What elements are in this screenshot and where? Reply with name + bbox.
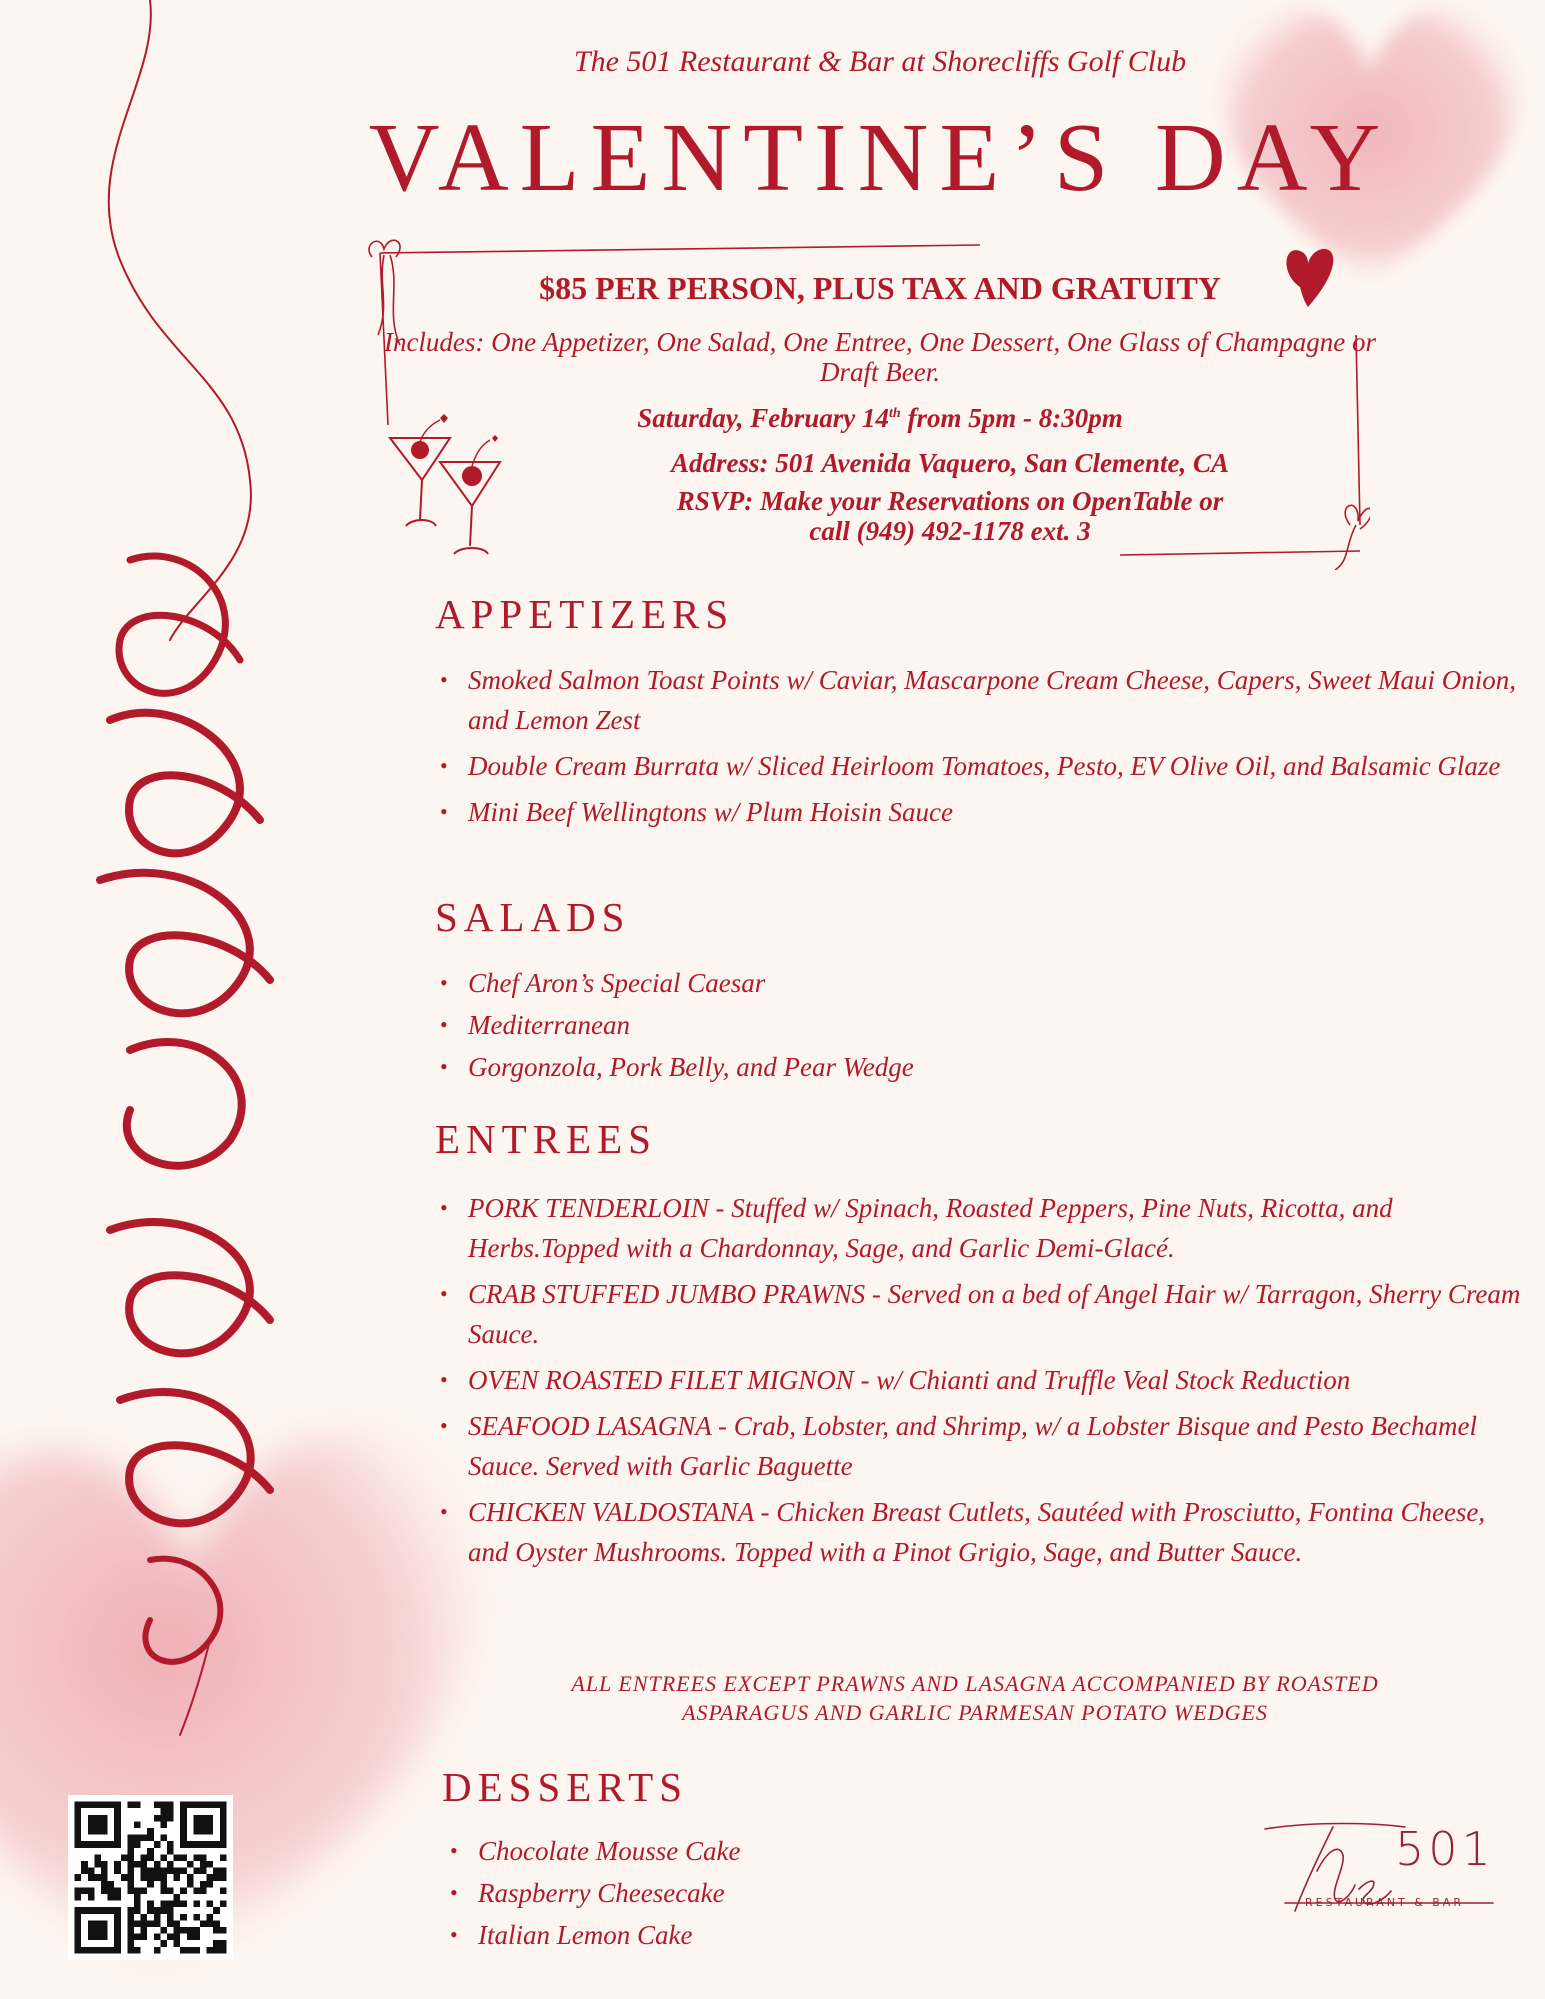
qr-code-icon[interactable] bbox=[68, 1795, 233, 1960]
entree-description: - Served on a bed of Angel Hair w/ Tarragon, Sherry Cream Sauce. bbox=[468, 1279, 1521, 1349]
salad-item: • Mediterranean bbox=[440, 1004, 1525, 1046]
rsvp-line-1: RSVP: Make your Reservations on OpenTable or bbox=[676, 486, 1224, 516]
entree-note-line-1: ALL ENTREES EXCEPT PRAWNS AND LASAGNA ACCOMPANIED BY ROASTED bbox=[571, 1671, 1379, 1696]
salad-item: • Gorgonzola, Pork Belly, and Pear Wedge bbox=[440, 1046, 1525, 1088]
event-date bbox=[380, 403, 1380, 434]
entree-item bbox=[440, 1188, 1525, 1268]
logo-number: 501 bbox=[1395, 1822, 1495, 1876]
dessert-item: • Chocolate Mousse Cake bbox=[450, 1830, 1535, 1872]
entree-name: CRAB STUFFED JUMBO PRAWNS bbox=[468, 1279, 866, 1309]
entree-item bbox=[440, 1360, 1525, 1400]
entree-accompaniment-note bbox=[450, 1670, 1500, 1727]
salad-item: • Chef Aron’s Special Caesar bbox=[440, 962, 1525, 1004]
entree-name: PORK TENDERLOIN bbox=[468, 1193, 709, 1223]
salads-list bbox=[440, 962, 1525, 1088]
rsvp-line bbox=[450, 487, 1450, 546]
venue-name: The 501 Restaurant & Bar at Shorecliffs Golf Club bbox=[573, 45, 1187, 78]
date-time: from 5pm - 8:30pm bbox=[900, 403, 1123, 433]
entree-name: SEAFOOD LASAGNA bbox=[468, 1411, 712, 1441]
entree-description: - w/ Chianti and Truffle Veal Stock Reduction bbox=[853, 1365, 1351, 1395]
entree-description: - Crab, Lobster, and Shrimp, w/ a Lobster Bisque and Pesto Bechamel Sauce. Served with Garlic Baguette bbox=[468, 1411, 1477, 1481]
event-title: VALENTINE’S DAY bbox=[368, 104, 1392, 212]
entree-description: - Chicken Breast Cutlets, Sautéed with Prosciutto, Fontina Cheese, and Oyster Mushrooms. Topped with a Pinot Grigio, Sage, and Butter Sauce. bbox=[468, 1497, 1486, 1567]
date-prefix: Saturday, February 14 bbox=[637, 403, 890, 433]
entree-item bbox=[440, 1406, 1525, 1486]
menu-script-text: menu bbox=[40, 0, 43, 1]
menu-script-lettering bbox=[40, 0, 330, 1740]
appetizers-heading: APPETIZERS bbox=[435, 591, 735, 637]
dessert-item: • Raspberry Cheesecake bbox=[450, 1872, 1535, 1914]
entree-item bbox=[440, 1274, 1525, 1354]
rsvp-line-2: call (949) 492-1178 ext. 3 bbox=[809, 515, 1091, 546]
address-line: Address: 501 Avenida Vaquero, San Clemente, CA bbox=[670, 448, 1230, 478]
entrees-list bbox=[440, 1188, 1525, 1572]
entree-item bbox=[440, 1492, 1525, 1572]
appetizer-item: • Mini Beef Wellingtons w/ Plum Hoisin Sauce bbox=[440, 792, 1525, 832]
logo-script: The bbox=[1255, 1815, 1257, 1816]
appetizers-list bbox=[440, 660, 1525, 832]
dessert-item: • Italian Lemon Cake bbox=[450, 1914, 1535, 1956]
entree-note-line-2: ASPARAGUS AND GARLIC PARMESAN POTATO WEDGES bbox=[682, 1699, 1268, 1725]
entree-name: CHICKEN VALDOSTANA bbox=[468, 1497, 754, 1527]
entrees-heading: ENTREES bbox=[435, 1116, 657, 1162]
desserts-heading: DESSERTS bbox=[442, 1764, 689, 1810]
salads-heading: SALADS bbox=[435, 894, 631, 940]
entree-description: - Stuffed w/ Spinach, Roasted Peppers, Pine Nuts, Ricotta, and Herbs.Topped with a Chardonnay, Sage, and Garlic Demi-Glacé. bbox=[468, 1193, 1393, 1263]
includes-line: Includes: One Appetizer, One Salad, One Entree, One Dessert, One Glass of Champagne or Draft Beer. bbox=[383, 327, 1377, 387]
price-line: $85 PER PERSON, PLUS TAX AND GRATUITY bbox=[539, 270, 1221, 306]
entree-name: OVEN ROASTED FILET MIGNON bbox=[468, 1365, 854, 1395]
date-suffix-ordinal: th bbox=[889, 406, 901, 421]
appetizer-item: • Double Cream Burrata w/ Sliced Heirloom Tomatoes, Pesto, EV Olive Oil, and Balsamic Glaze bbox=[440, 746, 1525, 786]
appetizer-item: • Smoked Salmon Toast Points w/ Caviar, Mascarpone Cream Cheese, Capers, Sweet Maui Onion, and Lemon Zest bbox=[440, 660, 1525, 740]
logo-tagline: RESTAURANT & BAR bbox=[1305, 1896, 1464, 1909]
